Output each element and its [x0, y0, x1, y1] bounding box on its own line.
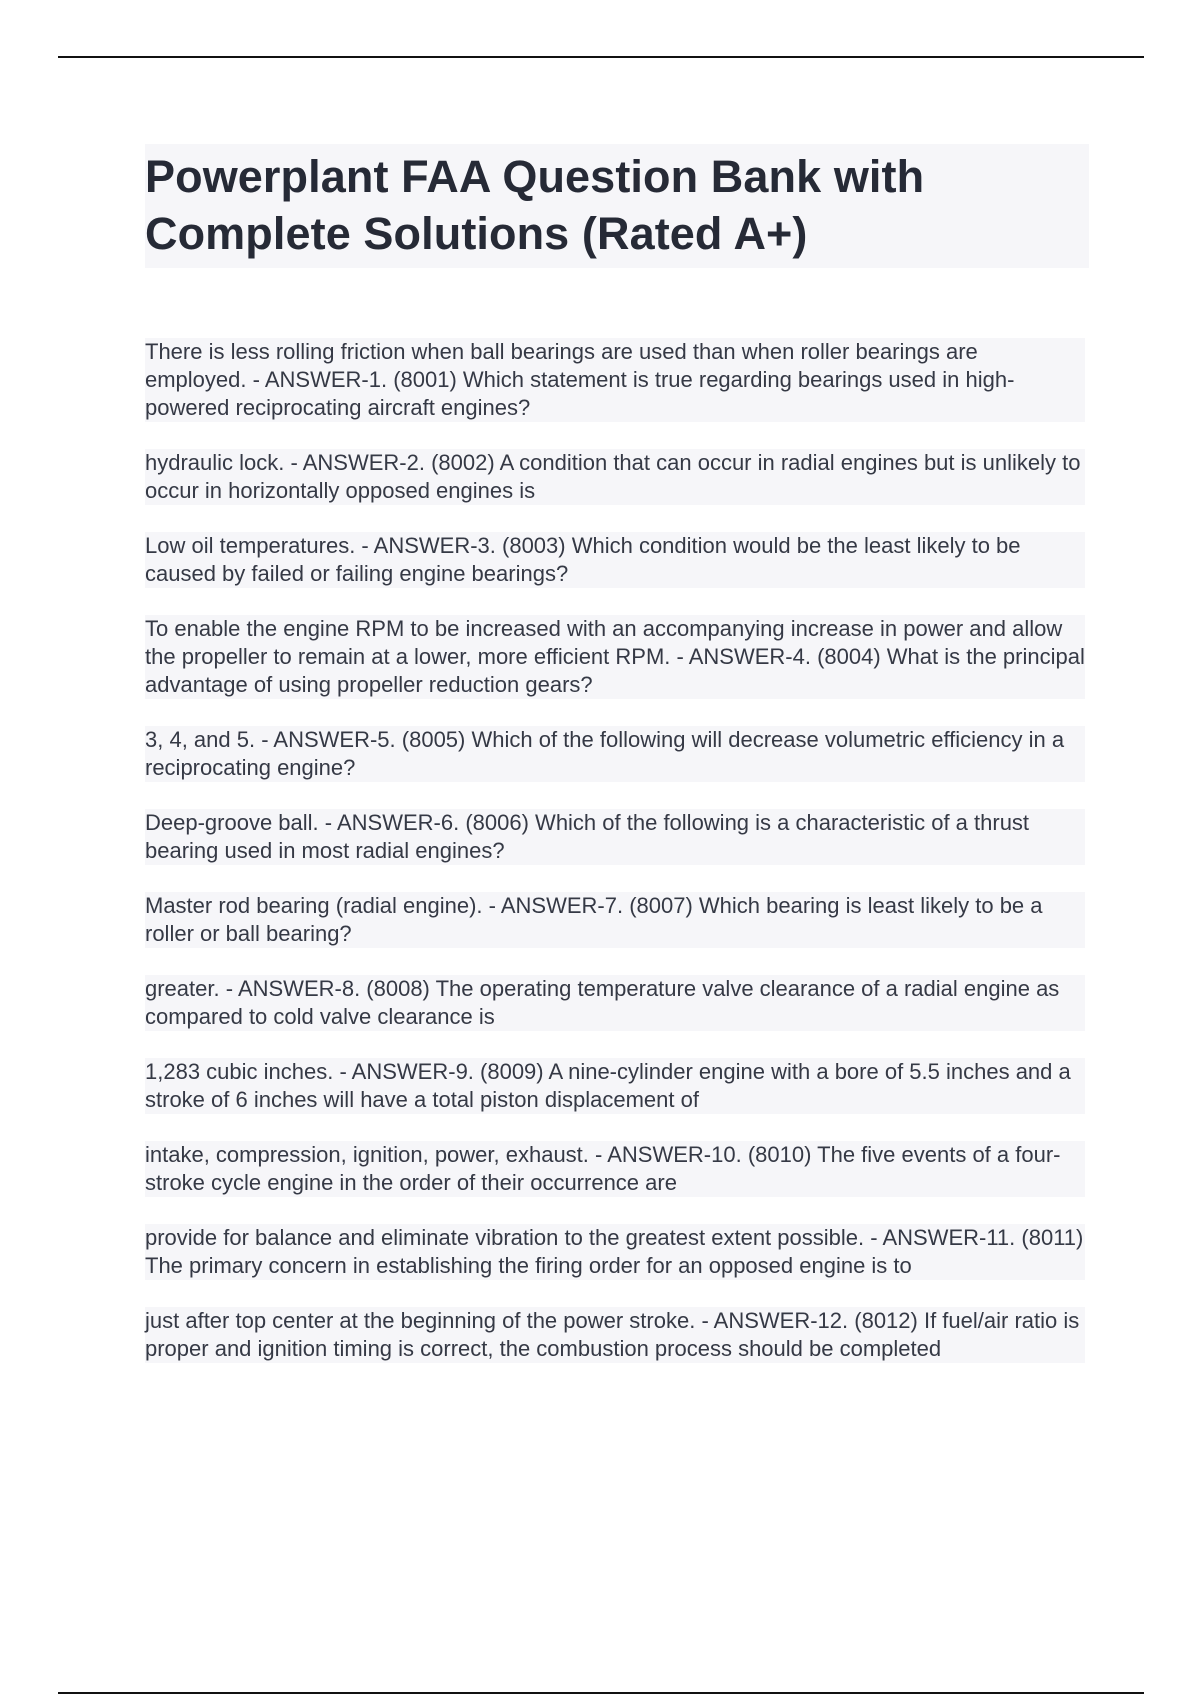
top-rule [58, 56, 1144, 58]
qa-item-7: Master rod bearing (radial engine). - ANSWER-7. (8007) Which bearing is least likely to be a roller or ball bearing? [145, 892, 1085, 948]
qa-item-2: hydraulic lock. - ANSWER-2. (8002) A condition that can occur in radial engines but is unlikely to occur in horizontally opposed engines is [145, 449, 1085, 505]
qa-item-1: There is less rolling friction when ball bearings are used than when roller bearings are employed. - ANSWER-1. (8001) Which statement is true regarding bearings used in high-powered reciprocating aircraft engines? [145, 338, 1085, 422]
qa-item-10: intake, compression, ignition, power, exhaust. - ANSWER-10. (8010) The five events of a four-stroke cycle engine in the order of their occurrence are [145, 1141, 1085, 1197]
qa-item-9: 1,283 cubic inches. - ANSWER-9. (8009) A nine-cylinder engine with a bore of 5.5 inches and a stroke of 6 inches will have a total piston displacement of [145, 1058, 1085, 1114]
qa-item-3: Low oil temperatures. - ANSWER-3. (8003) Which condition would be the least likely to be caused by failed or failing engine bearings? [145, 532, 1085, 588]
qa-item-12: just after top center at the beginning of the power stroke. - ANSWER-12. (8012) If fuel/air ratio is proper and ignition timing is correct, the combustion process should be completed [145, 1307, 1085, 1363]
document-title: Powerplant FAA Question Bank with Complete Solutions (Rated A+) [145, 151, 925, 259]
qa-item-8: greater. - ANSWER-8. (8008) The operating temperature valve clearance of a radial engine as compared to cold valve clearance is [145, 975, 1085, 1031]
title-block [145, 144, 1089, 268]
qa-item-6: Deep-groove ball. - ANSWER-6. (8006) Which of the following is a characteristic of a thrust bearing used in most radial engines? [145, 809, 1085, 865]
qa-item-11: provide for balance and eliminate vibration to the greatest extent possible. - ANSWER-11. (8011) The primary concern in establishing the firing order for an opposed engine is to [145, 1225, 1084, 1278]
bottom-rule [58, 1692, 1144, 1694]
qa-item-5: 3, 4, and 5. - ANSWER-5. (8005) Which of the following will decrease volumetric efficiency in a reciprocating engine? [145, 726, 1085, 782]
qa-list [145, 338, 1085, 1390]
qa-item-4: To enable the engine RPM to be increased with an accompanying increase in power and allow the propeller to remain at a lower, more efficient RPM. - ANSWER-4. (8004) What is the principal advantage of using propeller reduction gears? [145, 616, 1085, 697]
